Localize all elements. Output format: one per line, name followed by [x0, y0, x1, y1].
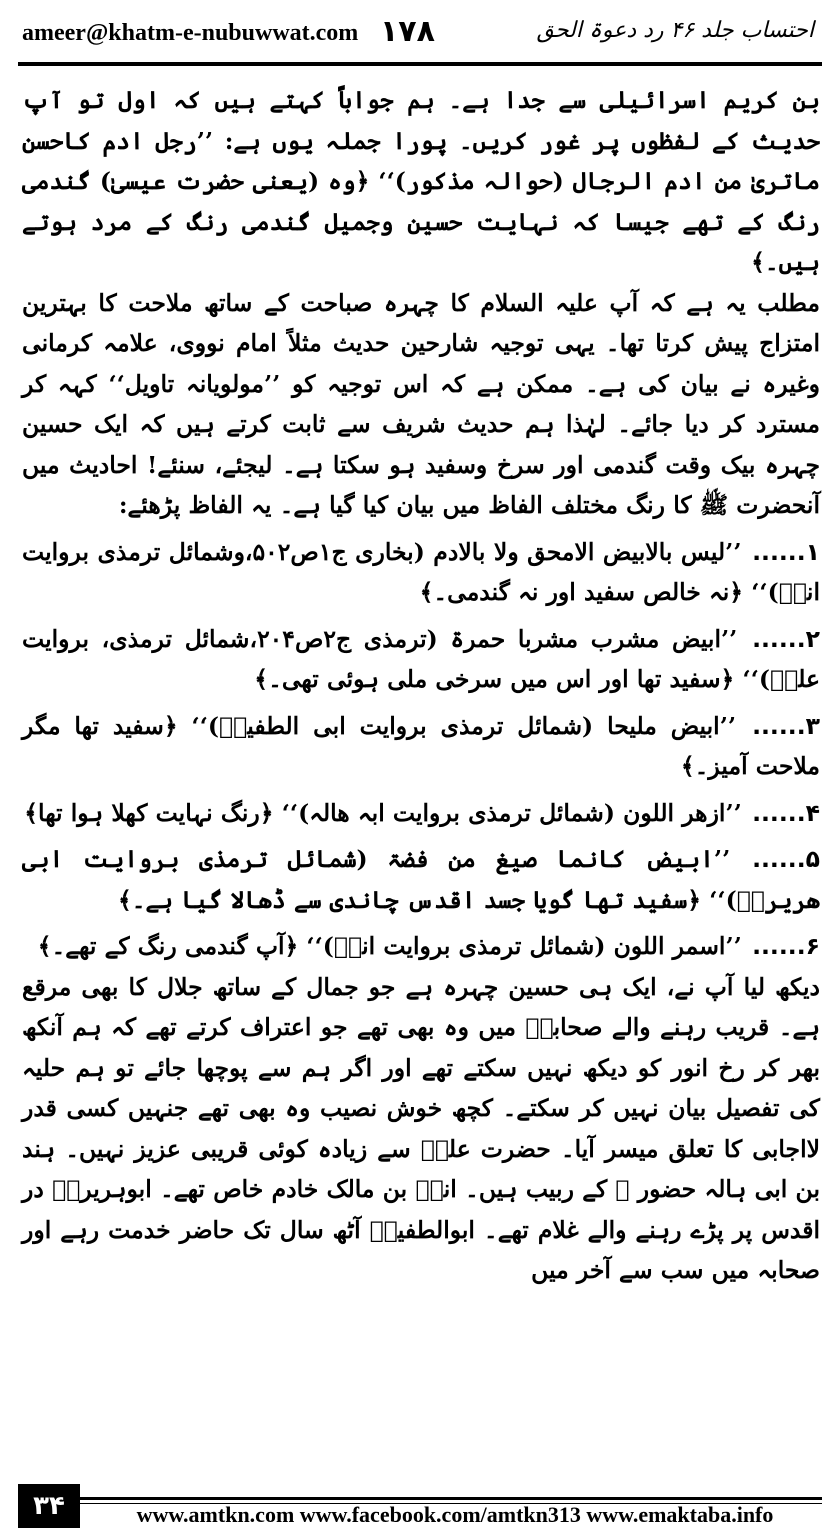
item-text: ’’ابیض مشرب مشربا حمرۃ (ترمذی ج۲ص۲۰۴،شمائل ترمذی، بروایت علیؓ)‘‘ ﴿سفید تھا اور اس میں سرخی ملی ہوئی تھی۔﴾ — [22, 624, 820, 693]
hadith-item-5 — [22, 839, 820, 920]
hadith-item-2 — [22, 619, 820, 700]
item-text: ’’ابیض ملیحا (شمائل ترمذی بروایت ابی الطفیلؓ)‘‘ ﴿سفید تھا مگر ملاحت آمیز۔﴾ — [22, 711, 820, 780]
item-text: ’’ابیض کانما صیغ من فضۃ (شمائل ترمذی بروایت ابی ھریرۃؓ)‘‘ ﴿سفید تھا گویا جسد اقدس چاندی سے ڈھالا گیا ہے۔﴾ — [22, 845, 820, 914]
item-number: ۲...... — [752, 624, 820, 653]
header-email: ameer@khatm-e-nubuwwat.com — [22, 20, 359, 46]
body-closing-paragraph: دیکھ لیا آپ نے، ایک ہی حسین چہرہ ہے جو جمال کے ساتھ جلال کا بھی مرقع ہے۔ قریب رہنے والے صحابہؓ میں وہ بھی تھے جو اعتراف کرتے تھے کہ ہم آنکھ بھر کر رخ انور کو دیکھ نہیں سکتے تھے اور اگر ہم سے پوچھا جائے تو ہم حلیہ کی تفصیل بیان نہیں کر سکتے۔ کچھ خوش نصیب وہ بھی تھے جنہیں کسی قدر لااجابی کا تعلق میسر آیا۔ حضرت علیؓ سے زیادہ کوئی قریبی عزیز نہیں۔ ہند بن ابی ہالہ حضور ﷺ کے ربیب ہیں۔ انسؓ بن مالک خادم خاص تھے۔ ابوہریرہؓ در اقدس پر پڑے رہنے والے غلام تھے۔ ابوالطفیلؓ آٹھ سال تک حاضر خدمت رہے اور صحابہ میں سب سے آخر میں — [22, 972, 820, 1284]
item-text: ’’لیس بالابیض الامحق ولا بالادم (بخاری ج۱ص۵۰۲،وشمائل ترمذی بروایت انسؓ)‘‘ ﴿نہ خالص سفید اور نہ گندمی۔﴾ — [22, 537, 820, 606]
item-number: ۴...... — [752, 798, 820, 827]
book-title: احتساب جلد ۴۶ رد دعوۃ الحق — [536, 18, 814, 43]
footer-section-number: ۳۴ — [18, 1484, 80, 1528]
item-number: ۳...... — [752, 711, 820, 740]
hadith-item-6 — [22, 926, 820, 967]
body-paragraph-1: بن کریم اسرائیلی سے جدا ہے۔ ہم جواباً کہتے ہیں کہ اول تو آپ حدیث کے لفظوں پر غور کریں۔ پورا جملہ یوں ہے: ’’رجل ادم کاحسن ماتریٰ من ادم الرجال (حوالہ مذکور)‘‘ ﴿وہ (یعنی حضرت عیسیٰ) گندمی رنگ کے تھے جیسا کہ نہایت حسین وجمیل گندمی رنگ کے مرد ہوتے ہیں۔﴾ — [22, 86, 820, 276]
item-number: ۵...... — [752, 845, 820, 873]
page-number: ۱۷۸ — [380, 14, 435, 49]
hadith-item-4 — [22, 793, 820, 834]
page-body — [22, 80, 820, 1475]
item-number: ۶...... — [752, 932, 820, 960]
body-paragraph-2: مطلب یہ ہے کہ آپ علیہ السلام کا چہرہ صباحت کے ساتھ ملاحت کا بہترین امتزاج پیش کرتا تھا۔ یہی توجیہ شارحین حدیث مثلاً امام نووی، علامہ کرمانی وغیرہ نے بیان کی ہے۔ ممکن ہے کہ اس توجیہ کو ’’مولویانہ تاویل‘‘ کہہ کر مسترد کر دیا جائے۔ لہٰذا ہم حدیث شریف سے ثابت کرتے ہیں کہ ایک حسین چہرہ بیک وقت گندمی اور سرخ وسفید ہو سکتا ہے۔ لیجئے، سنئے! احادیث میں آنحضرت ﷺ کا رنگ مختلف الفاظ میں بیان کیا گیا ہے۔ یہ الفاظ پڑھئے: — [22, 288, 820, 519]
item-text: ’’ازھر اللون (شمائل ترمذی بروایت ابہ ھالہ)‘‘ ﴿رنگ نہایت کھلا ہوا تھا﴾ — [24, 798, 742, 827]
item-text: ’’اسمر اللون (شمائل ترمذی بروایت انسؓ)‘‘ ﴿آپ گندمی رنگ کے تھے۔﴾ — [37, 932, 742, 960]
hadith-item-3 — [22, 706, 820, 787]
header-divider — [18, 62, 822, 66]
item-number: ۱...... — [752, 537, 821, 566]
page-header — [18, 14, 822, 58]
hadith-item-1 — [22, 532, 820, 613]
footer-links[interactable]: www.amtkn.com www.facebook.com/amtkn313 www.emaktaba.info — [136, 1502, 774, 1527]
